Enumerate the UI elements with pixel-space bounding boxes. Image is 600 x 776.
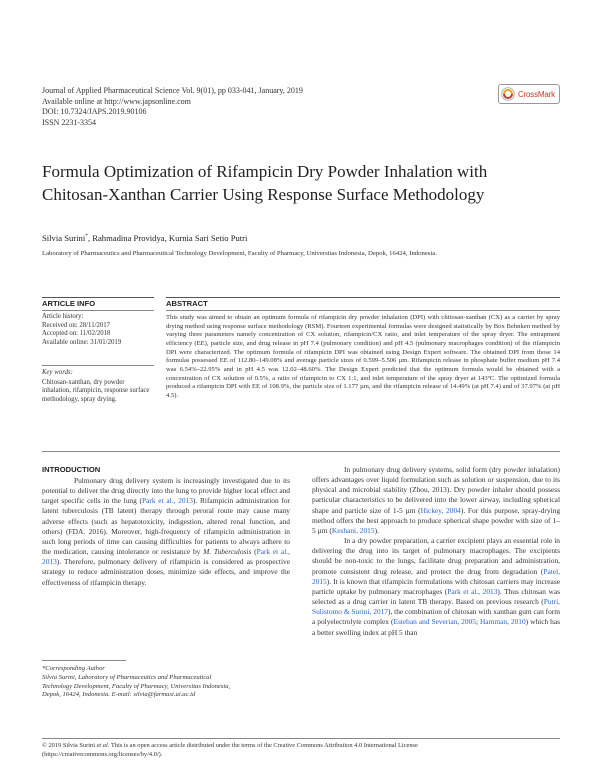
article-history	[42, 313, 154, 347]
text-run: In a dry powder preparation, a carrier excipient plays an essential role in delivering the drug into its target of pulmonary macrophages. The excipients should be non-toxic to the lungs, facilitate drug preparation and administration, promote consistent drug release, and protect the drug from degradation (	[312, 536, 560, 576]
keywords-rule	[42, 365, 154, 366]
text-run: ) which has a better swelling index at pH 5 than	[312, 617, 560, 637]
citation-link[interactable]: Park et al., 2013	[42, 547, 290, 567]
crossmark-badge[interactable]	[498, 84, 560, 104]
citation-link[interactable]: Patel, 2015	[312, 566, 560, 586]
journal-url[interactable]: Available online at http://www.japsonline.com	[42, 96, 191, 106]
journal-meta	[42, 86, 303, 128]
license-line-1	[42, 742, 562, 751]
text-run: ). For this purpose, spray-drying method offers the best approach to produce spherical shape powder with size of 1–5 µm (	[312, 505, 561, 535]
intro-heading: INTRODUCTION	[42, 465, 101, 474]
intro-paragraph-3	[312, 536, 560, 638]
citation-link[interactable]: Keshani, 2015	[331, 525, 375, 535]
article-title	[42, 160, 562, 206]
abstract-rule	[166, 310, 560, 311]
author-names-rest: , Rahmadina Providya, Kurnia Sari Setio Putri	[87, 233, 248, 243]
corresponding-mark: *	[85, 233, 88, 240]
citation-link[interactable]: Park et al., 2013	[447, 586, 498, 596]
online-date: Available online: 31/01/2019	[42, 338, 122, 346]
text-run: ). Therefore, pulmonary delivery of rifampicin is considered as prospective strategy to reduce administration doses, minimize side effects, and improve the effectiveness of rifampicin therapy.	[42, 557, 290, 587]
citation-link[interactable]: Esteban and Severian, 2005	[393, 617, 476, 627]
license-url[interactable]: (https://creativecommons.org/licenses/by/4.0/).	[42, 750, 163, 758]
intro-right-column	[312, 465, 560, 638]
received-date: Received on: 28/11/2017	[42, 321, 111, 329]
text-run: (	[251, 547, 257, 557]
text-run: ;	[475, 617, 480, 627]
text-run: et al.	[96, 742, 110, 749]
corresponding-line-2: Technology Development, Faculty of Pharmacy, Universitas Indonesia,	[42, 682, 231, 690]
abstract-rule-top	[166, 297, 560, 298]
species-name: M. Tuberculosis	[203, 547, 252, 557]
corresponding-author	[42, 665, 292, 700]
footer-rule	[42, 738, 560, 739]
crossmark-icon	[501, 87, 515, 101]
abstract-heading: ABSTRACT	[166, 299, 208, 308]
title-line-1: Formula Optimization of Rifampicin Dry Powder Inhalation with	[42, 162, 488, 181]
intro-paragraph-1	[42, 476, 290, 588]
keywords-text: Chitosan-xanthan, dry powder inhalation, rifampicin, response surface methodology, spray drying.	[42, 378, 150, 403]
citation-link[interactable]: Hickey, 2004	[420, 505, 461, 515]
intro-paragraph-2	[312, 465, 560, 536]
corresponding-title: *Corresponding Author	[42, 665, 105, 672]
corresponding-line-3[interactable]: Depok, 16424, Indonesia. E-mail: silvia@farmasi.ui.ac.id	[42, 691, 196, 698]
affiliation: Laboratory of Pharmaceutics and Pharmaceutical Technology Development, Faculty of Pharmacy, Universitas Indonesia, Depok, 16424, Indonesia.	[42, 250, 437, 257]
accepted-date: Accepted on: 11/02/2018	[42, 330, 111, 338]
text-run: © 2019 Silvia Surini	[42, 742, 97, 749]
text-run: This is an open access article distributed under the terms of the Creative Commons Attribution 4.0 International License	[109, 742, 418, 749]
intro-left-column	[42, 476, 290, 588]
text-run: ). It is known that rifampicin formulations with chitosan carriers may increase particle uptake by pulmonary macrophages (	[312, 576, 560, 596]
text-run: Pulmonary drug delivery system is increasingly investigated due to its potential to deliver the drug directly into the lung to provide higher local effect and target specific cells in the lung (	[42, 476, 290, 506]
keywords-block	[42, 369, 154, 404]
citation-link[interactable]: Hamman, 2010	[479, 617, 526, 627]
citation-link[interactable]: Park et al., 2013	[142, 496, 193, 506]
text-run: ), the combination of chitosan with xanthan gum can form a polyelectrolyte complex (	[312, 607, 560, 627]
history-label: Article history:	[42, 313, 84, 320]
text-run: ). Thus chitosan was selected as a drug carrier in latent TB therapy. Based on previous research (	[312, 586, 561, 607]
text-run: In pulmonary drug delivery systems, solid form (dry powder inhalation) offers advantages over liquid formulation such as solution or suspension, due to its physical and microbial stability (Zhou, 2013). Dry powder inhaler should possess particular characteristics to be delivered into the lower airway, including spherical shape and particle size of 1-5 µm (	[312, 465, 560, 515]
author-name-1: Silvia Surini	[42, 233, 86, 243]
text-run: ).	[374, 525, 379, 535]
journal-issn: ISSN 2231-3354	[42, 117, 97, 127]
citation-link[interactable]: Putri, Sulistomo & Surini, 2017	[312, 597, 560, 617]
text-run: ). Rifampicin administration for latent tuberculosis (TB latent) therapy through peroral route may cause many adverse effects (such as hepatotoxicity, indigestion, altered renal function, and others) (FDA. 2016). Moreover, high-frequency of rifampicin administration in such long periods of time can causing difficulties for patients to always adhere to the medication, causing intolerance or resistance by	[42, 496, 291, 557]
journal-doi[interactable]: DOI: 10.7324/JAPS.2019.90106	[42, 107, 147, 117]
author-list	[42, 233, 247, 243]
footnote-rule	[42, 660, 126, 661]
abstract-text: This study was aimed to obtain an optimum formula of rifampicin dry powder inhalation (DPI) with chitosan-xanthan (CX) as a carrier by spray drying method using response surface methodology (RSM). Fourteen experimental formulas were designed statistically by Box Behnken method by varying three parameters namely concentration of CX solution, rifampicin/CX ratio, and inlet temperature of the spray dryer. The entrapment efficiency (EE), particle size, and drug release in pH 7.4 (pulmonary condition) and pH 4.5 (pulmonary macrophages condition) of the rifampicin DPI were characterized. The optimum formula of rifampicin DPI was obtained using Design Expert software. The obtained DPI from those 14 formulas possessed EE of 112.80–149.08% and average particle sizes of 0.599–5.506 µm. Rifampicin release in phosphate buffer medium pH 7.4 was 6.54%–22.95% and in pH 4.5 was 12.02–48.60%. The Design Expert predicted that the optimum formula would be obtained with a concentration of CX solution of 0.5%, a ratio of rifampicin to CX 1:1, and inlet temperature of the spray dryer at 143ºC. The optimized formula produced a rifampicin DPI with EE of 108.9%, the particle size of 1.177 µm, and the rifampicin release of 14.49% (at pH 7.4) and of 37.97% (at pH 4.5).	[166, 314, 560, 399]
license-footer	[42, 742, 562, 759]
corresponding-line-1: Silvia Surini, Laboratory of Pharmaceutics and Pharmaceutical	[42, 674, 212, 681]
keywords-label: Key words:	[42, 369, 73, 376]
article-info-heading: ARTICLE INFO	[42, 299, 96, 308]
abstract-rule-bottom	[42, 451, 560, 452]
crossmark-label: CrossMark	[518, 89, 555, 99]
journal-citation: Journal of Applied Pharmaceutical Science Vol. 9(01), pp 033-041, January, 2019	[42, 86, 303, 95]
article-info-rule	[42, 310, 154, 311]
title-line-2: Chitosan-Xanthan Carrier Using Response Surface Methodology	[42, 185, 485, 204]
